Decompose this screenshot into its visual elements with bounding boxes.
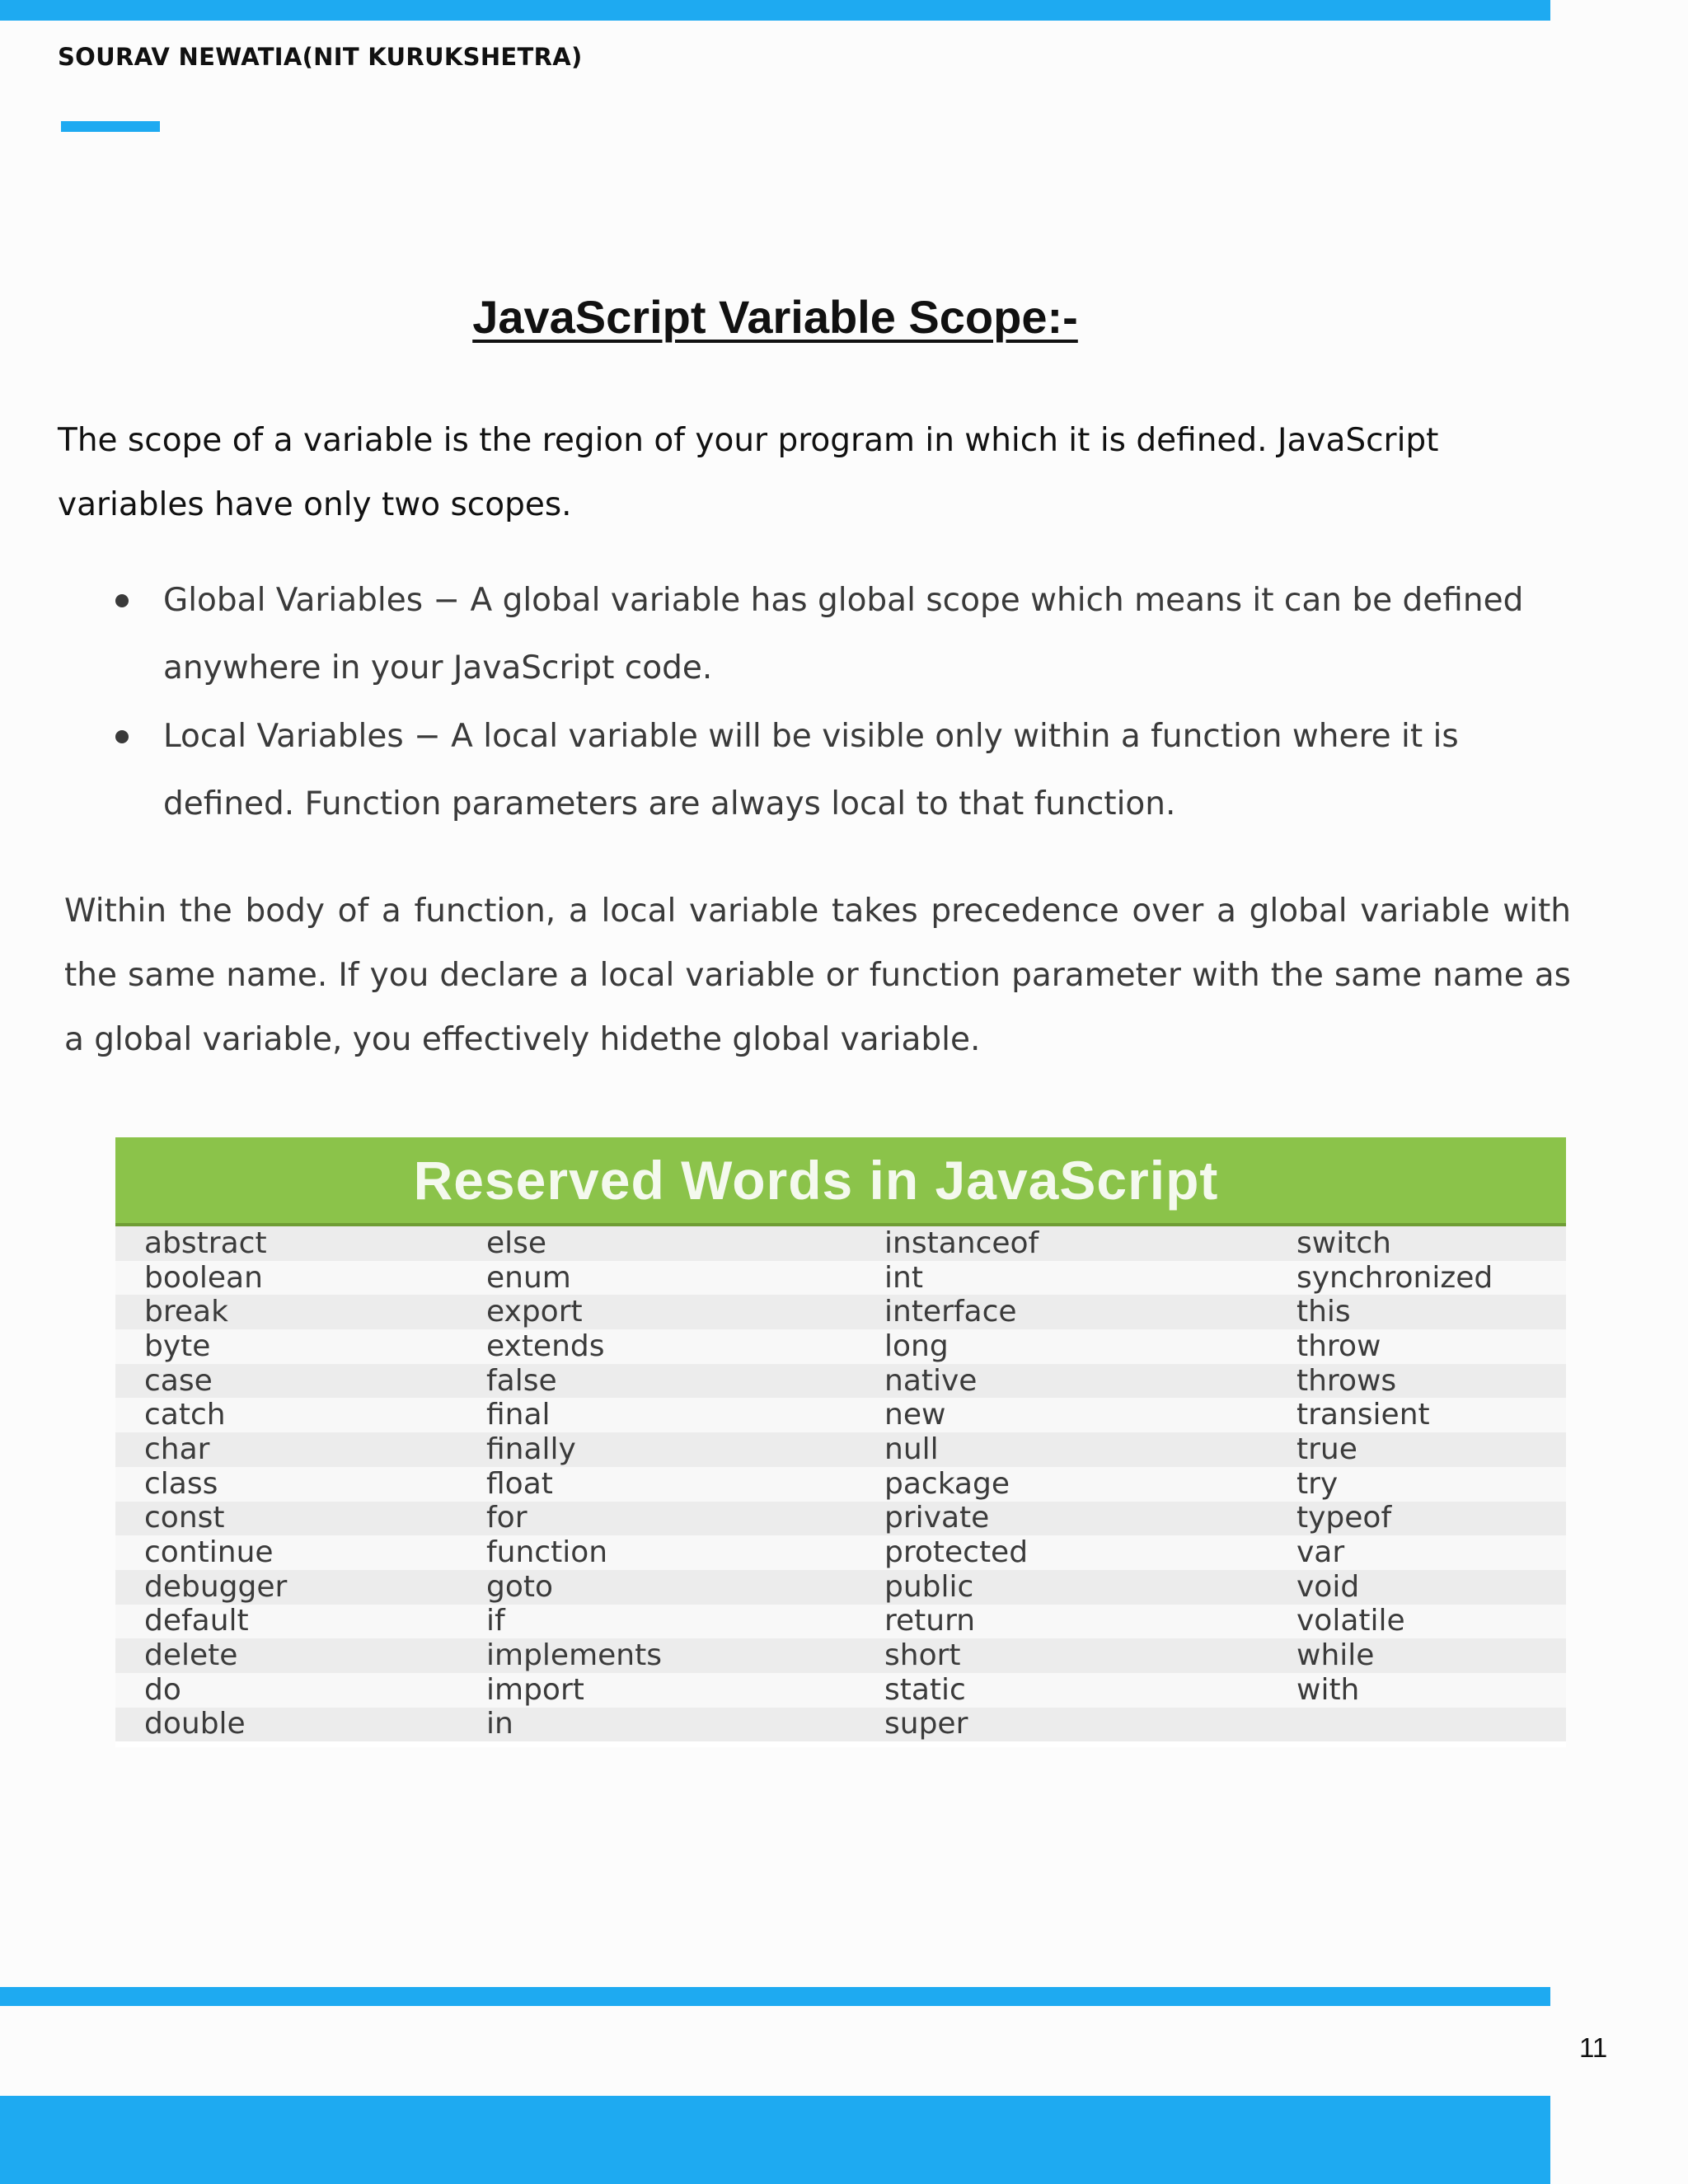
table-row xyxy=(115,1364,1566,1399)
table-row xyxy=(115,1295,1566,1329)
table-cell: enum xyxy=(486,1260,571,1295)
table-cell: char xyxy=(144,1432,210,1466)
table-cell: catch xyxy=(144,1398,226,1432)
table-cell: default xyxy=(144,1604,249,1638)
table-row xyxy=(115,1535,1566,1570)
bullet-dot-icon xyxy=(115,730,129,743)
table-cell: volatile xyxy=(1296,1604,1405,1638)
table-cell: export xyxy=(486,1295,583,1329)
table-cell: this xyxy=(1296,1295,1351,1329)
table-cell: byte xyxy=(144,1329,211,1363)
table-cell: var xyxy=(1296,1535,1345,1570)
author-header: SOURAV NEWATIA(NIT KURUKSHETRA) xyxy=(58,43,583,71)
table-cell: in xyxy=(486,1707,513,1741)
table-cell: protected xyxy=(884,1535,1029,1570)
table-cell: goto xyxy=(486,1569,554,1604)
table-cell: final xyxy=(486,1398,551,1432)
table-cell: float xyxy=(486,1466,553,1501)
table-row xyxy=(115,1502,1566,1536)
reserved-words-table xyxy=(115,1137,1566,1747)
table-cell: extends xyxy=(486,1329,605,1363)
table-cell: double xyxy=(144,1707,246,1741)
table-cell: const xyxy=(144,1501,225,1535)
table-cell: for xyxy=(486,1501,528,1535)
table-cell: debugger xyxy=(144,1569,288,1604)
table-cell: null xyxy=(884,1432,939,1466)
bullet-text: Local Variables − A local variable will be visible only within a function where it is defined. Function parameters are always local to that function. xyxy=(163,718,1459,823)
table-cell: throw xyxy=(1296,1329,1381,1363)
bullet-global-variables xyxy=(0,567,1564,702)
table-cell: new xyxy=(884,1398,946,1432)
table-cell: finally xyxy=(486,1432,576,1466)
table-cell: static xyxy=(884,1672,966,1707)
table-cell: function xyxy=(486,1535,608,1570)
table-cell: super xyxy=(884,1707,968,1741)
page-title: JavaScript Variable Scope:- xyxy=(472,291,1078,343)
page-number: 11 xyxy=(1579,2032,1608,2063)
table-cell: package xyxy=(884,1466,1010,1501)
table-header xyxy=(115,1137,1566,1226)
table-cell: abstract xyxy=(144,1226,267,1260)
table-row xyxy=(115,1708,1566,1742)
table-cell: if xyxy=(486,1604,505,1638)
table-cell: delete xyxy=(144,1638,238,1673)
table-cell: int xyxy=(884,1260,923,1295)
top-accent-bar xyxy=(0,0,1550,21)
table-title: Reserved Words in JavaScript xyxy=(413,1150,1219,1211)
footer-block xyxy=(0,2096,1550,2184)
table-row xyxy=(115,1638,1566,1673)
table-cell: try xyxy=(1296,1466,1339,1501)
table-row xyxy=(115,1432,1566,1467)
table-cell: switch xyxy=(1296,1226,1391,1260)
table-cell: class xyxy=(144,1466,218,1501)
scope-bullet-list xyxy=(0,567,1688,839)
accent-dash xyxy=(61,121,160,132)
table-cell: boolean xyxy=(144,1260,263,1295)
table-row xyxy=(115,1467,1566,1502)
table-cell: private xyxy=(884,1501,990,1535)
table-cell: typeof xyxy=(1296,1501,1392,1535)
table-row xyxy=(115,1673,1566,1708)
table-row xyxy=(115,1605,1566,1639)
table-cell: while xyxy=(1296,1638,1375,1673)
body-paragraph: Within the body of a function, a local variable takes precedence over a global variable with the same name. If you declare a local variable or function parameter with the same name as a global variable, you effectively hidethe global variable. xyxy=(64,893,1571,1058)
table-cell: do xyxy=(144,1672,181,1707)
table-cell: else xyxy=(486,1226,547,1260)
table-cell: return xyxy=(884,1604,976,1638)
table-row xyxy=(115,1226,1566,1261)
table-cell: void xyxy=(1296,1569,1360,1604)
bullet-dot-icon xyxy=(115,594,129,607)
table-cell: synchronized xyxy=(1296,1260,1493,1295)
table-cell: throws xyxy=(1296,1363,1397,1398)
table-cell: with xyxy=(1296,1672,1360,1707)
table-row xyxy=(115,1398,1566,1432)
bullet-local-variables xyxy=(0,703,1564,838)
bottom-accent-bar xyxy=(0,1987,1550,2006)
table-body xyxy=(115,1226,1566,1741)
table-row xyxy=(115,1570,1566,1605)
table-cell: false xyxy=(486,1363,557,1398)
table-cell: native xyxy=(884,1363,978,1398)
table-cell: implements xyxy=(486,1638,662,1673)
intro-paragraph: The scope of a variable is the region of your program in which it is defined. JavaScript variables have only two scopes. xyxy=(58,422,1439,523)
table-cell: import xyxy=(486,1672,584,1707)
table-cell: short xyxy=(884,1638,961,1673)
table-cell: long xyxy=(884,1329,949,1363)
table-cell: break xyxy=(144,1295,228,1329)
table-cell: continue xyxy=(144,1535,274,1570)
table-cell: transient xyxy=(1296,1398,1430,1432)
table-cell: instanceof xyxy=(884,1226,1039,1260)
table-cell: interface xyxy=(884,1295,1017,1329)
table-cell: case xyxy=(144,1363,213,1398)
table-cell: true xyxy=(1296,1432,1357,1466)
bullet-text: Global Variables − A global variable has global scope which means it can be defined anywhere in your JavaScript code. xyxy=(163,582,1524,687)
table-row xyxy=(115,1329,1566,1364)
table-cell: public xyxy=(884,1569,974,1604)
table-row xyxy=(115,1261,1566,1296)
